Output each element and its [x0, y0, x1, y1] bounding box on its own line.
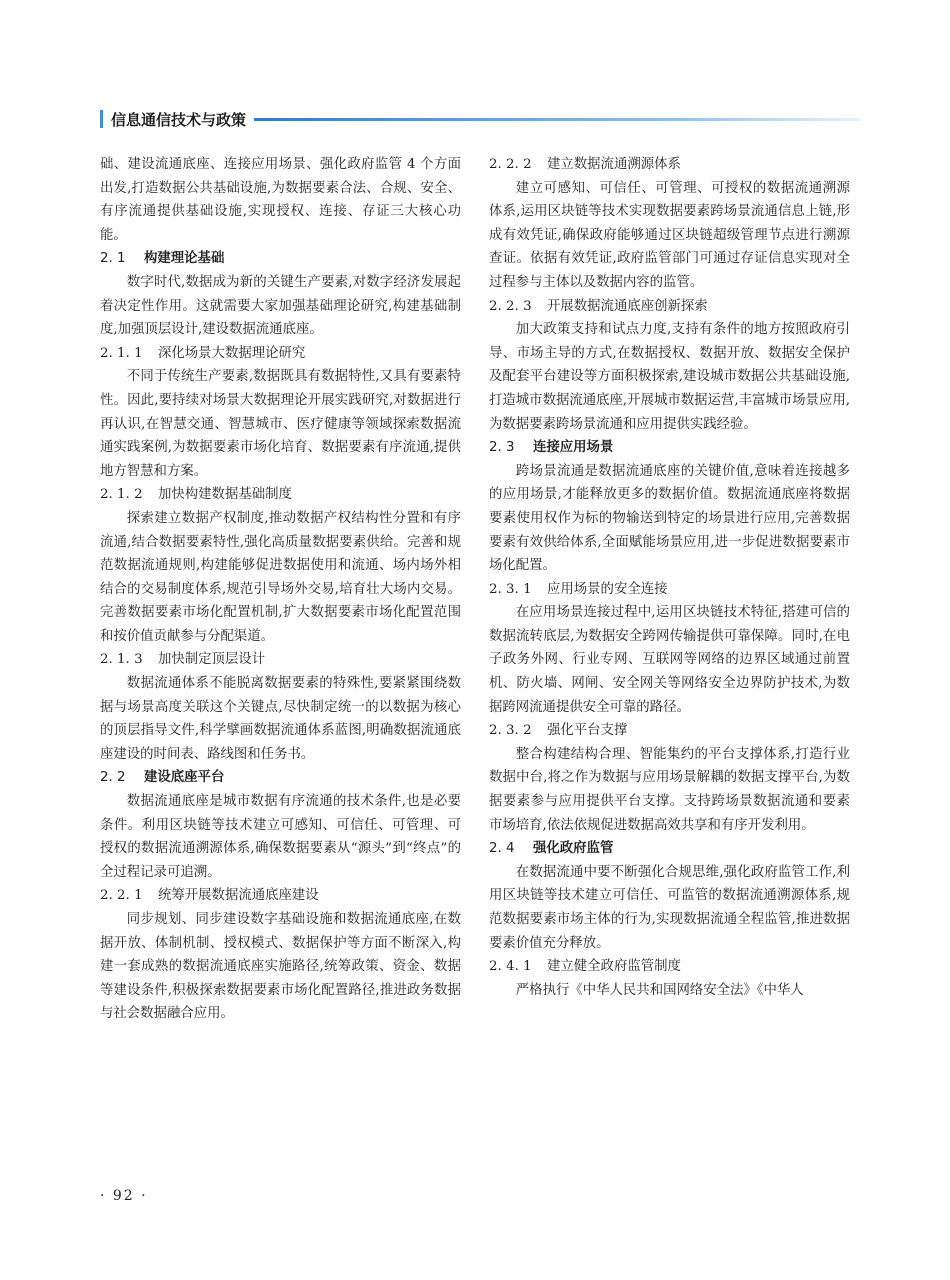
journal-title: 信息通信技术与政策 [111, 110, 247, 129]
body-paragraph: 数据流通体系不能脱离数据要素的特殊性,要紧紧围绕数据与场景高度关联这个关键点,尽快制定统一的以数据为核心的顶层指导文件,科学擘画数据流通体系蓝图,明确数据流通底座建设的时间表、路线图和任务书。 [100, 676, 461, 762]
body-paragraph: 不同于传统生产要素,数据既具有数据特性,又具有要素特性。因此,要持续对场景大数据理论开展实践研究,对数据进行再认识,在智慧交通、智慧城市、医疗健康等领域探索数据流通实践案例,为数据要素市场化培育、数据要素有序流通,提供地方智慧和方案。 [100, 369, 461, 479]
body-paragraph: 严格执行《中华人民共和国网络安全法》《中华人 [515, 982, 804, 998]
section-number: 2. 3. 2 [489, 723, 532, 739]
section-title: 连接应用场景 [533, 440, 614, 456]
section-title: 构建理论基础 [144, 251, 225, 267]
subsection-heading [489, 295, 850, 319]
header-rule [254, 118, 860, 121]
running-header [100, 106, 860, 132]
section-title: 深化场景大数据理论研究 [158, 345, 306, 361]
section-heading [100, 247, 461, 271]
body-paragraph: 在应用场景连接过程中,运用区块链技术特征,搭建可信的数据流转底层,为数据安全跨网传输提供可靠保障。同时,在电子政务外网、行业专网、互联网等网络的边界区域通过前置机、防火墙、网闸、安全网关等网络安全边界防护技术,为数据跨网流通提供安全可靠的路径。 [489, 605, 850, 715]
section-number: 2. 1. 2 [100, 487, 143, 503]
body-paragraph: 数字时代,数据成为新的关键生产要素,对数字经济发展起着决定性作用。这就需要大家加强基础理论研究,构建基础制度,加强顶层设计,建设数据流通底座。 [100, 274, 461, 338]
body-paragraph: 建立可感知、可信任、可管理、可授权的数据流通溯源体系,运用区块链等技术实现数据要素跨场景流通信息上链,形成有效凭证,确保政府能够通过区块链超级管理节点进行溯源查证。依据有效凭证,政府监管部门可通过存证信息实现对全过程参与主体以及数据内容的监管。 [489, 180, 850, 290]
section-title: 强化平台支撑 [547, 723, 628, 739]
section-number: 2. 2. 1 [100, 888, 143, 904]
body-paragraph: 数据流通底座是城市数据有序流通的技术条件,也是必要条件。利用区块链等技术建立可感知、可信任、可管理、可授权的数据流通溯源体系,确保数据要素从“源头”到“终点”的全过程记录可追溯。 [100, 794, 461, 880]
body-paragraph: 在数据流通中要不断强化合规思维,强化政府监管工作,利用区块链等技术建立可信任、可监管的数据流通溯源体系,规范数据要素市场主体的行为,实现数据流通全程监管,推进数据要素价值充分释放。 [489, 864, 850, 951]
subsection-heading [100, 648, 461, 672]
section-title: 建设底座平台 [144, 770, 225, 786]
section-title: 应用场景的安全连接 [547, 581, 668, 597]
section-number: 2. 2 [100, 770, 126, 786]
section-number: 2. 4. 1 [489, 959, 532, 975]
subsection-heading [100, 884, 461, 908]
section-number: 2. 2. 3 [489, 298, 532, 314]
section-heading [100, 766, 461, 790]
section-number: 2. 4 [489, 841, 515, 857]
subsection-heading [489, 578, 850, 602]
subsection-heading [100, 342, 461, 366]
page-number: · 92 · [100, 1188, 148, 1204]
section-number: 2. 2. 2 [489, 157, 532, 172]
section-title: 统筹开展数据流通底座建设 [158, 888, 319, 904]
left-column [100, 153, 461, 1026]
section-number: 2. 3. 1 [489, 581, 532, 597]
body-paragraph: 整合构建结构合理、智能集约的平台支撑体系,打造行业数据中台,将之作为数据与应用场景解耦的数据支撑平台,为数据要素参与应用提供平台支撑。支持跨场景数据流通和要素市场培育,依法依规促进数据高效共享和有序开发利用。 [489, 746, 850, 833]
section-title: 开展数据流通底座创新探索 [547, 298, 708, 314]
right-column [489, 153, 850, 1002]
subsection-heading [489, 153, 850, 177]
body-paragraph: 探索建立数据产权制度,推动数据产权结构性分置和有序流通,结合数据要素特性,强化高质量数据要素供给。完善和规范数据流通规则,构建能够促进数据使用和流通、场内场外相结合的交易制度体系,规范引导场外交易,培育壮大场内交易。完善数据要素市场化配置机制,扩大数据要素市场化配置范围和按价值贡献参与分配渠道。 [100, 510, 461, 644]
section-number: 2. 1. 1 [100, 345, 143, 361]
header-accent-bar [100, 110, 103, 128]
body-paragraph: 础、建设流通底座、连接应用场景、强化政府监管 4 个方面出发,打造数据公共基础设施,为数据要素合法、合规、安全、有序流通提供基础设施,实现授权、连接、存证三大核心功能。 [100, 157, 461, 243]
section-title: 建立数据流通溯源体系 [547, 157, 681, 172]
section-title: 强化政府监管 [533, 841, 614, 857]
section-number: 2. 1. 3 [100, 652, 143, 668]
body-paragraph: 同步规划、同步建设数字基础设施和数据流通底座,在数据开放、体制机制、授权模式、数据保护等方面不断深入,构建一套成熟的数据流通底座实施路径,统筹政策、资金、数据等建设条件,积极探索数据要素市场化配置路径,推进政务数据与社会数据融合应用。 [100, 912, 461, 1022]
section-title: 加快构建数据基础制度 [158, 487, 292, 503]
section-heading [489, 837, 850, 861]
section-title: 建立健全政府监管制度 [547, 959, 681, 975]
section-heading [489, 436, 850, 460]
subsection-heading [100, 483, 461, 507]
section-title: 加快制定顶层设计 [158, 652, 266, 668]
section-number: 2. 1 [100, 251, 126, 267]
section-number: 2. 3 [489, 440, 515, 456]
body-paragraph: 跨场景流通是数据流通底座的关键价值,意味着连接越多的应用场景,才能释放更多的数据价值。数据流通底座将数据要素使用权作为标的物输送到特定的场景进行应用,完善数据要素有效供给体系,全面赋能场景应用,进一步促进数据要素市场化配置。 [489, 463, 850, 574]
body-paragraph: 加大政策支持和试点力度,支持有条件的地方按照政府引导、市场主导的方式,在数据授权、数据开放、数据安全保护及配套平台建设等方面积极探索,建设城市数据公共基础设施,打造城市数据流通底座,开展城市数据运营,丰富城市场景应用,为数据要素跨场景流通和应用提供实践经验。 [489, 322, 850, 432]
subsection-heading [489, 955, 850, 979]
subsection-heading [489, 719, 850, 743]
